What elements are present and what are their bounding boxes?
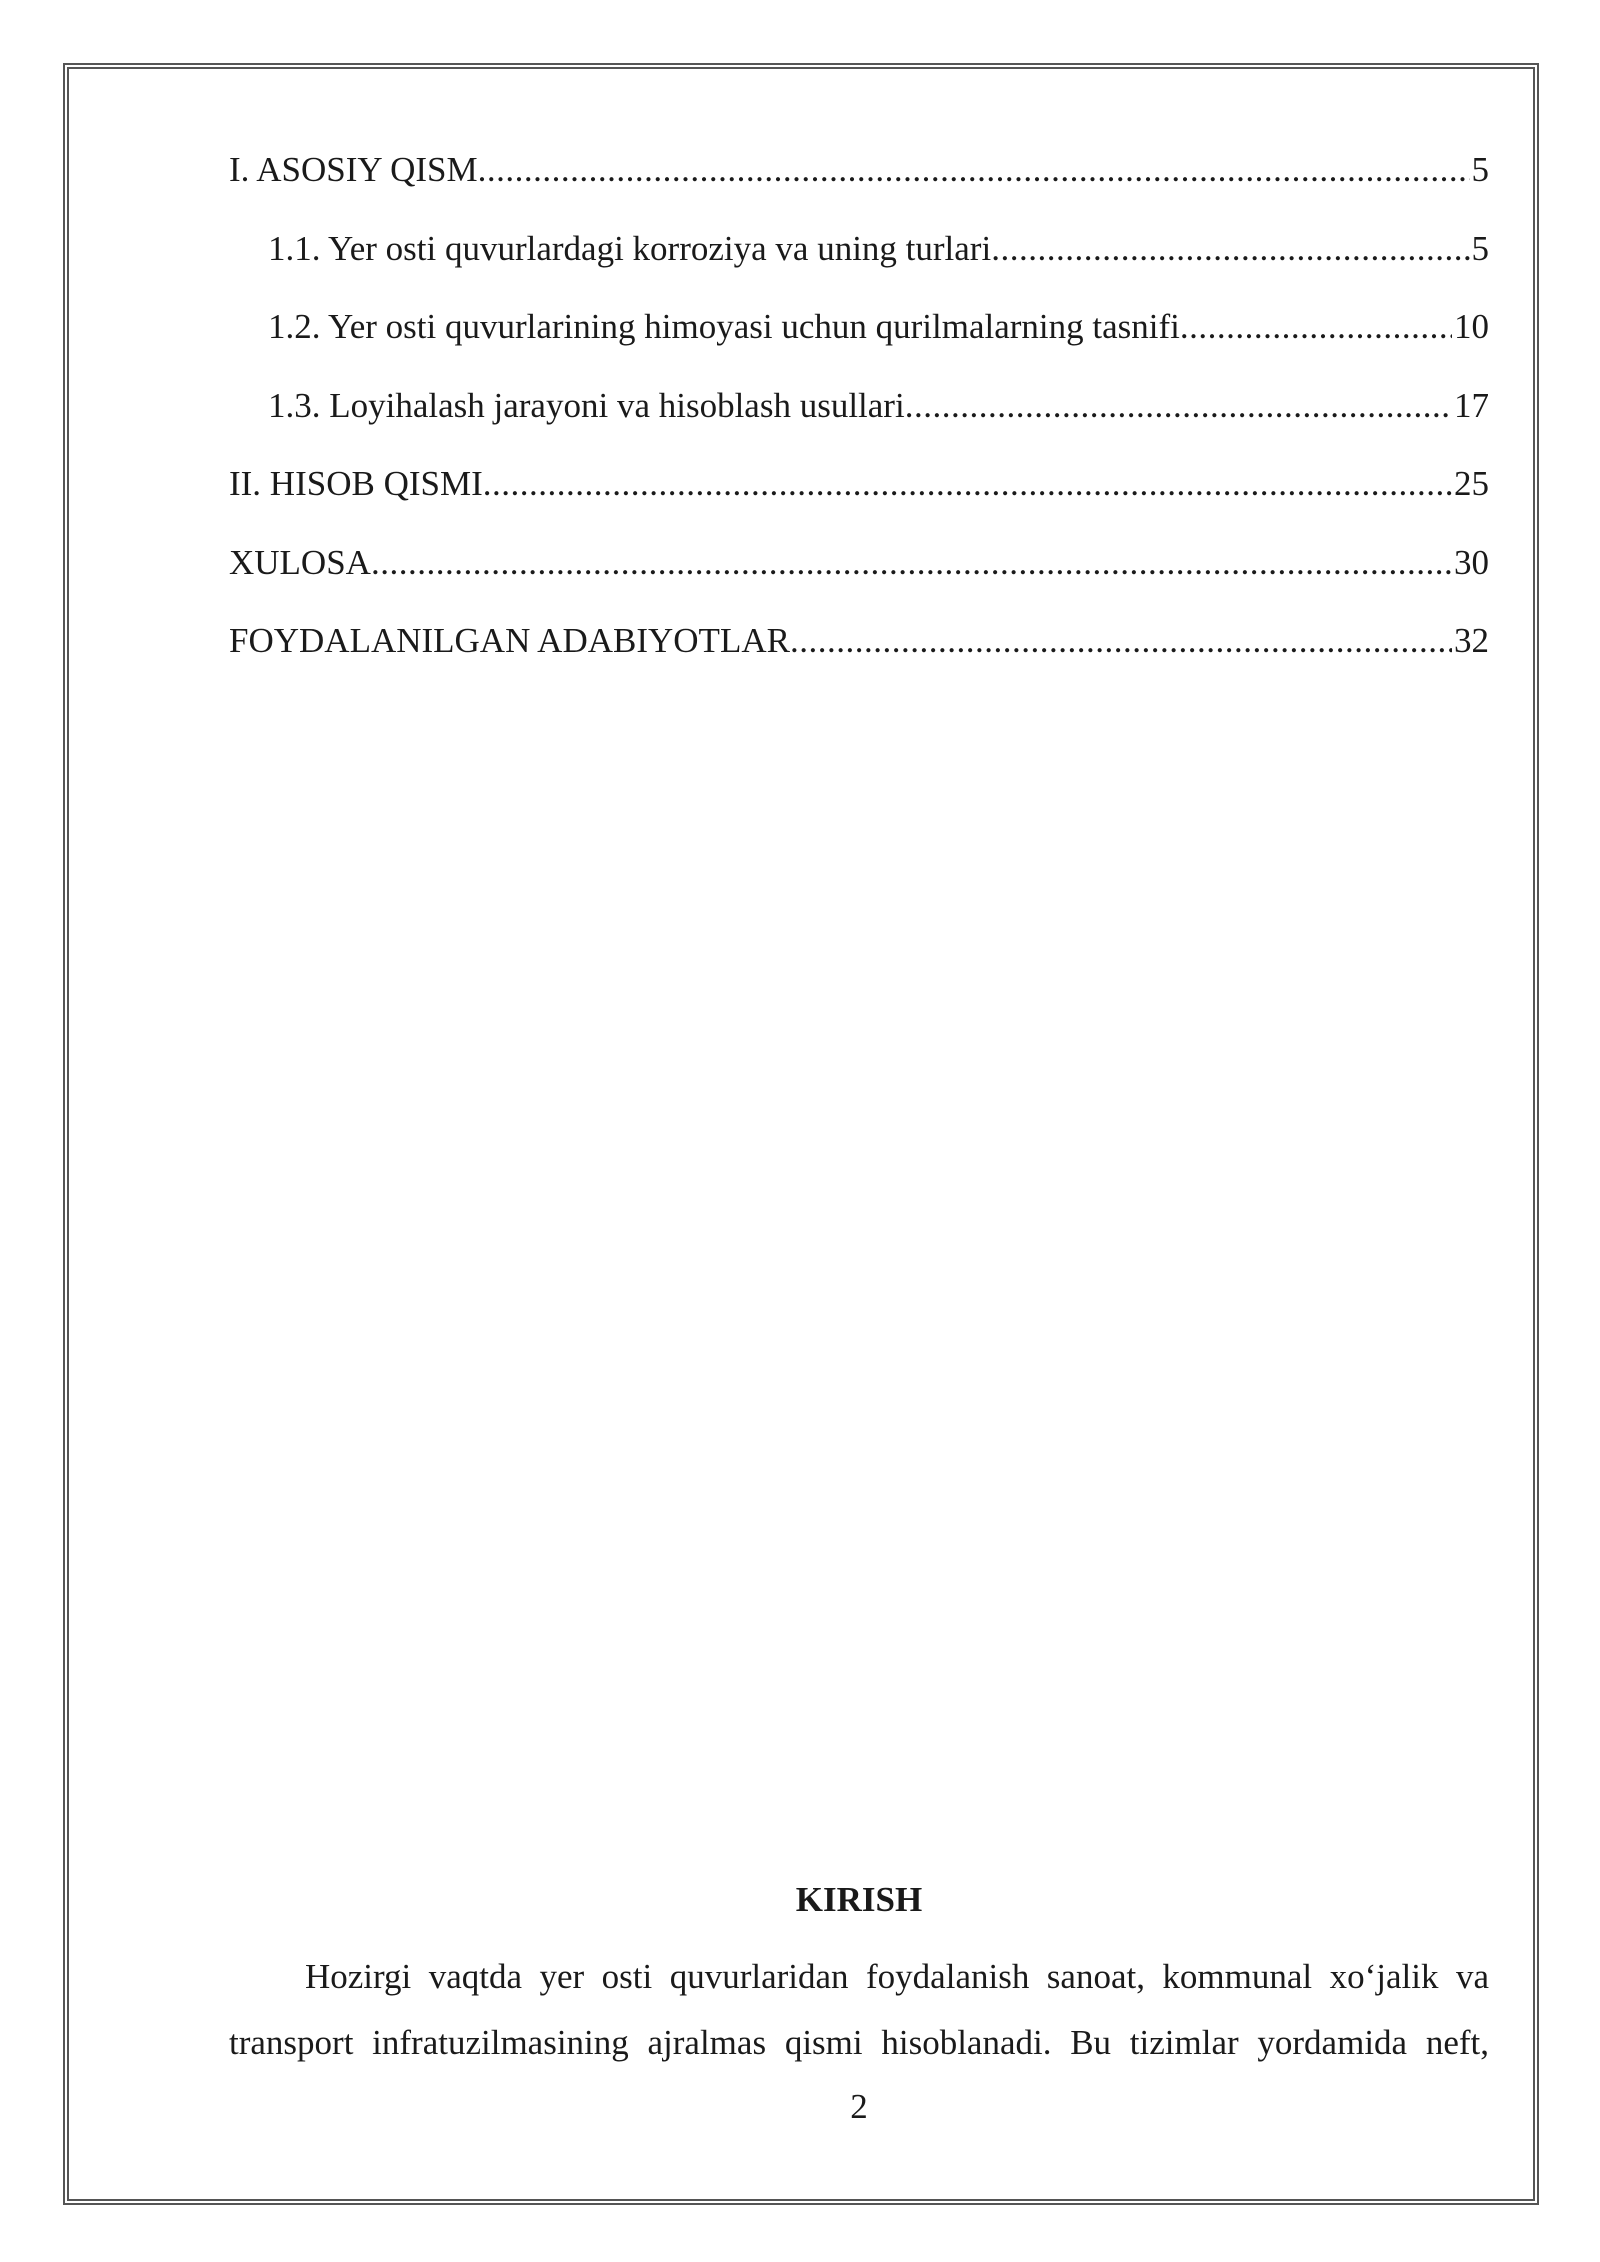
toc-dot-leader bbox=[371, 543, 1452, 583]
toc-entry-page: 25 bbox=[1454, 464, 1489, 503]
toc-dot-leader bbox=[905, 386, 1452, 426]
table-of-contents bbox=[229, 150, 1489, 700]
toc-entry-title: I. ASOSIY QISM bbox=[229, 150, 478, 189]
toc-entry[interactable] bbox=[229, 464, 1489, 543]
toc-dot-leader bbox=[478, 150, 1470, 190]
toc-dot-leader bbox=[483, 464, 1452, 504]
toc-entry-title: II. HISOB QISMI bbox=[229, 464, 483, 503]
toc-entry-page: 5 bbox=[1471, 150, 1489, 189]
toc-entry-page: 5 bbox=[1471, 228, 1489, 268]
toc-entry-page: 17 bbox=[1454, 385, 1489, 425]
toc-entry-title: FOYDALANILGAN ADABIYOTLAR bbox=[229, 621, 790, 660]
toc-entry[interactable] bbox=[229, 386, 1489, 465]
section-body bbox=[229, 1944, 1489, 2076]
intro-paragraph: Hozirgi vaqtda yer osti quvurlaridan foydalanish sanoat, kommunal xo‘jalik va transport infratuzilmasining ajralmas qismi hisoblanadi. Bu tizimlar yordamida neft, bbox=[229, 1957, 1489, 2062]
toc-dot-leader bbox=[790, 621, 1452, 661]
toc-entry[interactable] bbox=[229, 621, 1489, 700]
toc-entry-title: 1.2. Yer osti quvurlarining himoyasi uchun qurilmalarning tasnifi bbox=[268, 307, 1180, 346]
toc-entry-page: 10 bbox=[1454, 307, 1489, 346]
toc-dot-leader bbox=[1180, 307, 1452, 347]
toc-entry[interactable] bbox=[229, 307, 1489, 386]
toc-entry[interactable] bbox=[229, 229, 1489, 308]
section-heading: KIRISH bbox=[795, 1880, 923, 1919]
page-number: 2 bbox=[850, 2087, 868, 2126]
toc-entry[interactable] bbox=[229, 150, 1489, 229]
toc-dot-leader bbox=[991, 229, 1469, 269]
toc-entry-title: XULOSA bbox=[229, 542, 371, 582]
toc-entry[interactable] bbox=[229, 543, 1489, 622]
toc-entry-title: 1.3. Loyihalash jarayoni va hisoblash usullari bbox=[268, 385, 905, 425]
toc-entry-page: 30 bbox=[1454, 542, 1489, 582]
toc-entry-title: 1.1. Yer osti quvurlardagi korroziya va uning turlari bbox=[268, 228, 992, 268]
toc-entry-page: 32 bbox=[1454, 621, 1489, 660]
